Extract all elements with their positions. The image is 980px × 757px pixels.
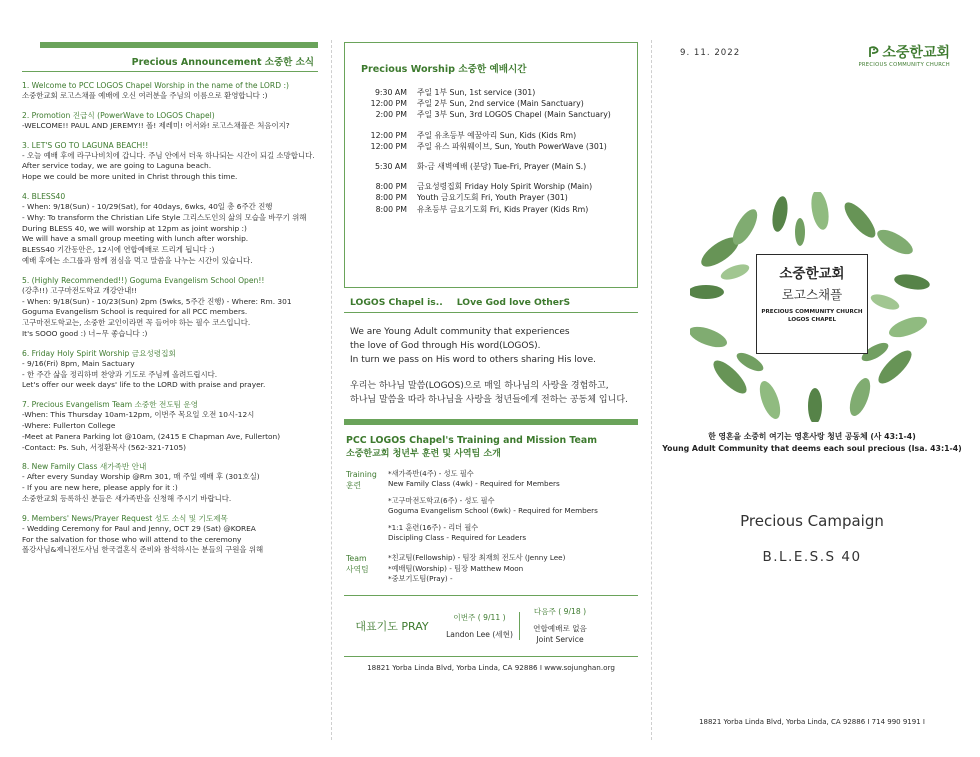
logos-heading-b: LOve God love OtherS [456,297,571,308]
team-label [344,553,388,585]
prayer-label: 대표기도 PRAY [355,619,429,633]
prayer-this-week [440,612,520,640]
announcement-title: Precious Announcement 소중한 소식 [131,57,314,68]
announcement-item-line: Goguma Evangelism School is required for all PCC members. [22,307,248,317]
worship-row [361,130,627,141]
training-block [344,469,638,545]
training-line: *1:1 훈련(16주) - 리더 필수 [388,522,479,532]
prayer-this-week-date: 이번주 ( 9/11 ) [453,612,506,622]
logos-en-line: In turn we pass on His word to others sharing His love. [350,355,597,365]
logos-ko-line: 하나님 말씀을 따라 하나님을 사랑을 청년들에게 전하는 공동체 입니다. [350,395,628,405]
worship-description: 주일 유스 파워웨이브, Sun, Youth PowerWave (301) [417,141,607,151]
badge-church-ko: 소중한교회 [779,266,845,282]
worship-time: 9:30 AM [374,88,407,97]
announcement-item-title: 4. BLESS40 [22,191,66,201]
worship-group [361,130,627,152]
announcement-item-line: (강추!!) 고구마전도학교 개강안내!! [22,285,138,295]
announcement-item-title: 2. Promotion 진급식 (PowerWave to LOGOS Chapel) [22,110,215,120]
training-line: *새가족반(4주) - 성도 필수 [388,468,474,478]
team-line: *예배팀(Worship) - 팀장 Matthew Moon [388,563,524,573]
prayer-next-week [520,606,600,645]
announcement-item-line: BLESS40 기간동안은, 12시에 연합예배로 드리게 됩니다 :) [22,245,215,255]
training-line: Goguma Evangelism School (6wk) - Required for Members [388,506,598,516]
announcement-item-line: 고구마전도학교는, 소중한 교인이라면 꼭 들어야 하는 필수 코스입니다. [22,318,251,328]
theme-verse-en: Young Adult Community that deems each soul precious (Isa. 43:1-4) [662,444,962,453]
announcement-item-line: - 오늘 예배 후에 라구나비치에 갑니다. 주님 안에서 더욱 하나되는 시간이 되길 소망합니다. [22,150,315,160]
campaign-title: Precious Campaign [740,512,884,530]
worship-schedule-box [344,42,638,288]
training-list [388,469,638,545]
bulletin-date: 9. 11. 2022 [680,48,741,58]
announcement-item-line: - Wedding Ceremony for Paul and Jenny, OCT 29 (Sat) @KOREA [22,523,256,533]
announcement-item-title: 3. LET'S GO TO LAGUNA BEACH!! [22,140,149,150]
worship-row [361,98,627,109]
prayer-box [344,595,638,657]
announcement-item [22,399,318,453]
prayer-next-week-date: 다음주 ( 9/18 ) [533,607,587,617]
announcement-item [22,348,318,391]
church-logo [858,42,950,68]
announcement-panel [22,42,318,564]
campaign-name: B.L.E.S.S 40 [762,549,862,565]
worship-description: 금요성령집회 Friday Holy Spirit Worship (Main) [417,182,593,192]
prayer-this-week-name: Landon Lee (세현) [446,629,513,639]
team-line: *친교팀(Fellowship) - 팀장 최재희 전도사 (Jenny Lee) [388,553,566,563]
worship-row [361,181,627,192]
announcement-item-title: 5. (Highly Recommended!!) Goguma Evangelism School Open!! [22,275,265,285]
announcement-item-line: - 9/16(Fri) 8pm, Main Sactuary [22,358,135,368]
logos-en-line: We are Young Adult community that experiences [350,327,570,337]
training-subtitle: 소중한교회 청년부 훈련 및 사역팀 소개 [346,448,501,459]
announcement-item-line: During BLESS 40, we will worship at 12pm as joint worship :) [22,223,247,233]
worship-panel [344,42,638,672]
church-logo-en: PRECIOUS COMMUNITY CHURCH [858,62,950,68]
announcement-item-line: Let's offer our week days' life to the LORD with praise and prayer. [22,380,266,390]
logos-en-line: the love of God through His word(LOGOS). [350,341,541,351]
announcement-item-line: For the salvation for those who will attend to the ceremony [22,534,242,544]
announcement-item-line: - Why: To transform the Christian Life Style 그리스도인의 삶의 모습을 바꾸기 위해 [22,212,307,222]
announcement-item-line: -When: This Thursday 10am-12pm, 이번주 목요일 오전 10시-12시 [22,410,255,420]
team-block [344,553,638,585]
announcement-title-rule [22,71,318,72]
fold-line-right [651,40,652,740]
badge-church-en: PRECIOUS COMMUNITY CHURCH [761,309,863,315]
announcement-item-line: - When: 9/18(Sun) - 10/23(Sun) 2pm (5wks, 5주간 진행) - Where: Rm. 301 [22,296,292,306]
team-line: *중보기도팀(Pray) - [388,574,453,584]
team-label-en: Team [346,554,367,564]
worship-description: Youth 금요기도회 Fri, Youth Prayer (301) [417,193,568,203]
worship-description: 주일 유초등부 예꿈아리 Sun, Kids (Kids Rm) [417,130,577,140]
worship-group [361,161,627,172]
announcement-item [22,110,318,132]
announcement-item [22,140,318,183]
worship-description: 유초등부 금요기도회 Fri, Kids Prayer (Kids Rm) [417,204,589,214]
worship-row [361,87,627,98]
training-line: *고구마전도학교(6주) - 성도 필수 [388,495,495,505]
church-logo-ko: 소중한교회 [882,45,950,61]
training-header-bar [344,419,638,425]
logos-ko-line: 우리는 하나님 말씀(LOGOS)으로 매일 하나님의 사랑을 경험하고, [350,381,609,391]
announcement-item-line: 소중한교회 등록하신 분들은 새가족반을 신청해 주시기 바랍니다. [22,493,232,503]
announcement-header-bar [40,42,318,48]
announcement-item-line: Hope we could be more united in Christ through this time. [22,172,238,182]
worship-row [361,204,627,215]
cover-footer: 18821 Yorba Linda Blvd, Yorba Linda, CA 92886 I 714 990 9191 I [699,718,925,726]
worship-time: 2:00 PM [375,110,407,120]
fold-line-left [331,40,332,740]
announcement-item-line: - When: 9/18(Sun) - 10/29(Sat), for 40days, 6wks, 40일 총 6주간 진행 [22,201,273,211]
worship-time: 5:30 AM [374,162,407,172]
worship-group [361,87,627,121]
worship-group [361,181,627,215]
announcement-item-line: -Where: Fullerton College [22,420,116,430]
logos-description-ko [344,379,638,407]
training-label-en: Training [346,469,377,479]
team-list [388,553,638,585]
prayer-next-week-line1: 연합예배로 없음 [533,624,587,634]
announcement-item-title: 1. Welcome to PCC LOGOS Chapel Worship in the name of the LORD :) [22,81,289,90]
training-label [344,469,388,545]
chapel-badge [756,254,868,354]
logos-heading-a: LOGOS Chapel is.. [350,297,443,308]
announcement-item-line: -Contact: Ps. Suh, 서정환목사 (562-321-7105) [22,442,187,452]
announcement-item [22,513,318,556]
training-line: Discipling Class - Required for Leaders [388,533,527,543]
announcement-item-line: - 한 주간 삶을 정리하며 찬양과 기도로 주님께 올려드립시다. [22,369,218,379]
prayer-next-week-line2: Joint Service [536,635,584,645]
theme-verse-ko: 한 영혼을 소중히 여기는 영혼사랑 청년 공동체 (사 43:1-4) [708,432,916,441]
announcement-item-line: -WELCOME!! PAUL AND JEREMY!! 폴! 제레미! 어서와! 로고스채플은 처음이지? [22,120,290,130]
badge-chapel-ko: 로고스채플 [781,287,843,302]
worship-description: 주일 1부 Sun, 1st service (301) [417,88,536,97]
worship-description: 화-금 새벽예배 (분당) Tue-Fri, Prayer (Main S.) [417,162,587,172]
logos-description-en [344,325,638,367]
announcement-list [22,80,318,556]
training-label-ko: 훈련 [346,480,362,490]
worship-time: 8:00 PM [375,193,407,203]
logos-rule [344,312,638,313]
training-title: PCC LOGOS Chapel's Training and Mission Team [346,435,597,446]
worship-row [361,161,627,172]
worship-description: 주일 2부 Sun, 2nd service (Main Sanctuary) [417,99,584,109]
worship-row [361,192,627,203]
church-mark-icon [868,46,880,58]
worship-row [361,141,627,152]
logos-heading [350,297,638,308]
announcement-item-line: 폴강사님&제니전도사님 한국결혼식 준비와 참석하시는 분들의 구원을 위해 [22,545,264,555]
worship-row [361,109,627,120]
announcement-item-title: 9. Members' News/Prayer Request 성도 소식 및 기도제목 [22,513,228,523]
worship-schedule-list [361,87,627,215]
announcement-item [22,80,318,102]
worship-description: 주일 3부 Sun, 3rd LOGOS Chapel (Main Sanctuary) [417,110,611,120]
announcement-item-title: 6. Friday Holy Spirit Worship 금요성령집회 [22,348,176,358]
announcement-item-line: - After every Sunday Worship @Rm 301, 매 주일 예배 후 (301호실) [22,472,260,482]
announcement-item-title: 7. Precious Evangelism Team 소중한 전도팀 운영 [22,400,199,410]
worship-time: 12:00 PM [370,141,407,151]
training-line: New Family Class (4wk) - Required for Members [388,479,560,489]
announcement-item-line: -Meet at Panera Parking lot @10am, (2415 E Chapman Ave, Fullerton) [22,431,281,441]
badge-chapel-en: LOGOS CHAPEL [787,317,837,323]
team-label-ko: 사역팀 [346,565,369,575]
announcement-item [22,275,318,340]
worship-time: 12:00 PM [370,99,407,109]
announcement-item-line: It's SOOO good :) 너~무 좋습니다 :) [22,328,148,338]
announcement-item [22,191,318,267]
announcement-item-title: 8. New Family Class 새가족반 안내 [22,462,147,472]
announcement-item-line: We will have a small group meeting with lunch after worship. [22,234,249,244]
cover-panel [662,42,962,742]
middle-footer: 18821 Yorba Linda Blvd, Yorba Linda, CA 92886 I www.sojunghan.org [367,662,615,672]
announcement-item-line: 소중한교회 로고스채플 예배에 오신 여러분을 주님의 이름으로 환영합니다 :) [22,91,268,100]
announcement-item [22,461,318,504]
worship-title: Precious Worship 소중한 예배시간 [361,64,527,75]
announcement-item-line: After service today, we are going to Laguna beach. [22,161,212,171]
worship-time: 12:00 PM [370,130,407,140]
worship-time: 8:00 PM [375,204,407,214]
worship-time: 8:00 PM [375,182,407,192]
announcement-item-line: 예배 후에는 소그룹과 함께 점심을 먹고 말씀을 나누는 시간이 있습니다. [22,255,253,265]
announcement-item-line: - If you are new here, please apply for it :) [22,483,178,493]
